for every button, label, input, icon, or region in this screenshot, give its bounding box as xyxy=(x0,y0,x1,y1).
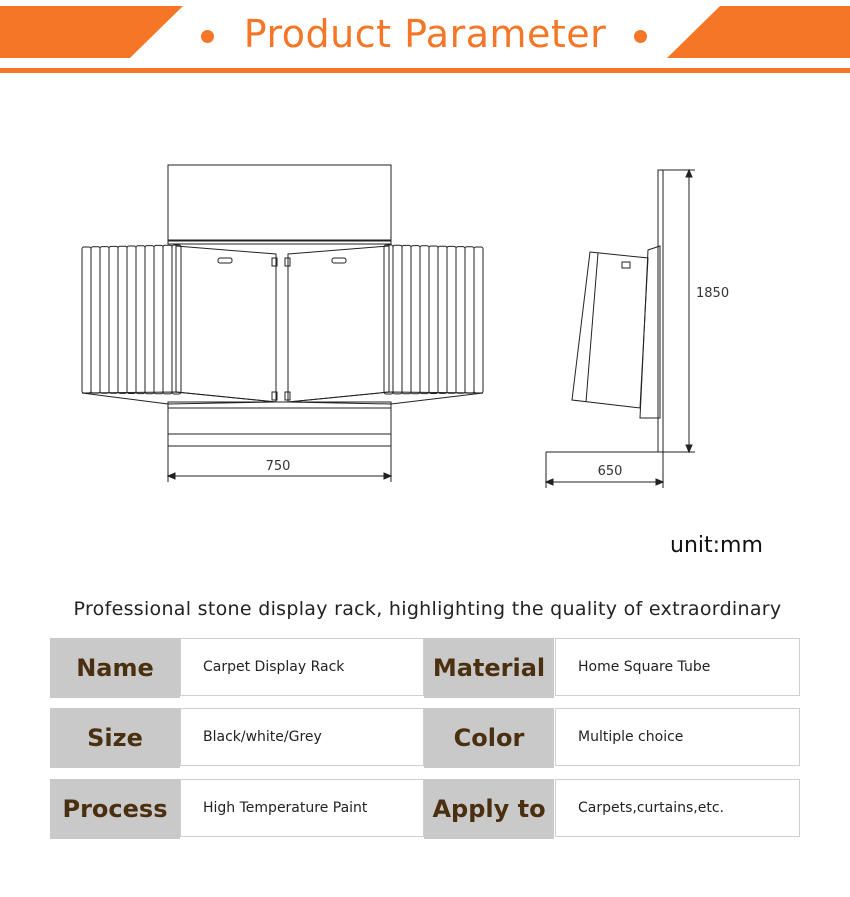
side-panel-right xyxy=(465,247,474,393)
side-panel-left xyxy=(154,245,163,393)
side-panel-left xyxy=(136,246,145,394)
side-panel-right xyxy=(447,246,456,393)
right-panel-fan xyxy=(288,245,483,404)
param-key: Material xyxy=(424,638,554,698)
side-clip xyxy=(622,262,630,268)
page-title: Product Parameter xyxy=(243,12,607,56)
left-panel-fan xyxy=(82,245,276,404)
param-value: Carpets,curtains,etc. xyxy=(555,779,800,837)
center-panel-left xyxy=(176,246,276,402)
front-base xyxy=(168,408,391,434)
front-view xyxy=(82,165,483,482)
param-value: Black/white/Grey xyxy=(180,708,424,766)
center-panel-right xyxy=(288,246,389,402)
front-header-panel xyxy=(168,165,391,241)
side-panel-left xyxy=(127,246,136,394)
param-value: Multiple choice xyxy=(555,708,800,766)
side-panel-left xyxy=(82,247,91,393)
side-view xyxy=(546,170,695,488)
side-panel-right xyxy=(438,246,447,393)
param-row xyxy=(50,708,800,768)
param-value: High Temperature Paint xyxy=(180,779,424,837)
side-panel-left xyxy=(91,247,100,393)
side-panel-left xyxy=(118,246,127,393)
header-rule xyxy=(0,68,850,73)
front-width-label: 750 xyxy=(265,459,291,474)
side-panel-left xyxy=(163,245,172,394)
param-key: Size xyxy=(50,708,180,768)
side-panel-right xyxy=(393,245,402,394)
side-panel-left xyxy=(109,246,118,393)
side-panel-box xyxy=(572,252,648,408)
height-label: 1850 xyxy=(696,286,730,301)
side-panel-right xyxy=(456,247,465,394)
panel-handle-left xyxy=(218,258,232,263)
param-value: Carpet Display Rack xyxy=(180,638,424,696)
param-key: Apply to xyxy=(424,779,554,839)
side-panel-right xyxy=(420,246,429,394)
panel-handle-right xyxy=(332,258,346,263)
unit-label: unit:mm xyxy=(670,533,763,558)
param-row xyxy=(50,638,800,698)
side-panel-right xyxy=(411,246,420,394)
side-panel-right xyxy=(402,245,411,393)
side-panel-left xyxy=(100,247,109,394)
side-panel-right xyxy=(429,246,438,394)
side-panel-right xyxy=(474,247,483,393)
page-header xyxy=(0,0,850,80)
param-key: Name xyxy=(50,638,180,698)
param-row xyxy=(50,779,800,839)
tagline: Professional stone display rack, highlighting the quality of extraordinary xyxy=(73,598,782,620)
side-panel-left xyxy=(145,246,154,394)
side-depth-label: 650 xyxy=(597,464,623,479)
side-bracket xyxy=(640,246,660,418)
param-key: Process xyxy=(50,779,180,839)
param-key: Color xyxy=(424,708,554,768)
technical-drawing xyxy=(0,150,850,510)
param-value: Home Square Tube xyxy=(555,638,800,696)
technical-drawing-svg xyxy=(0,150,850,510)
